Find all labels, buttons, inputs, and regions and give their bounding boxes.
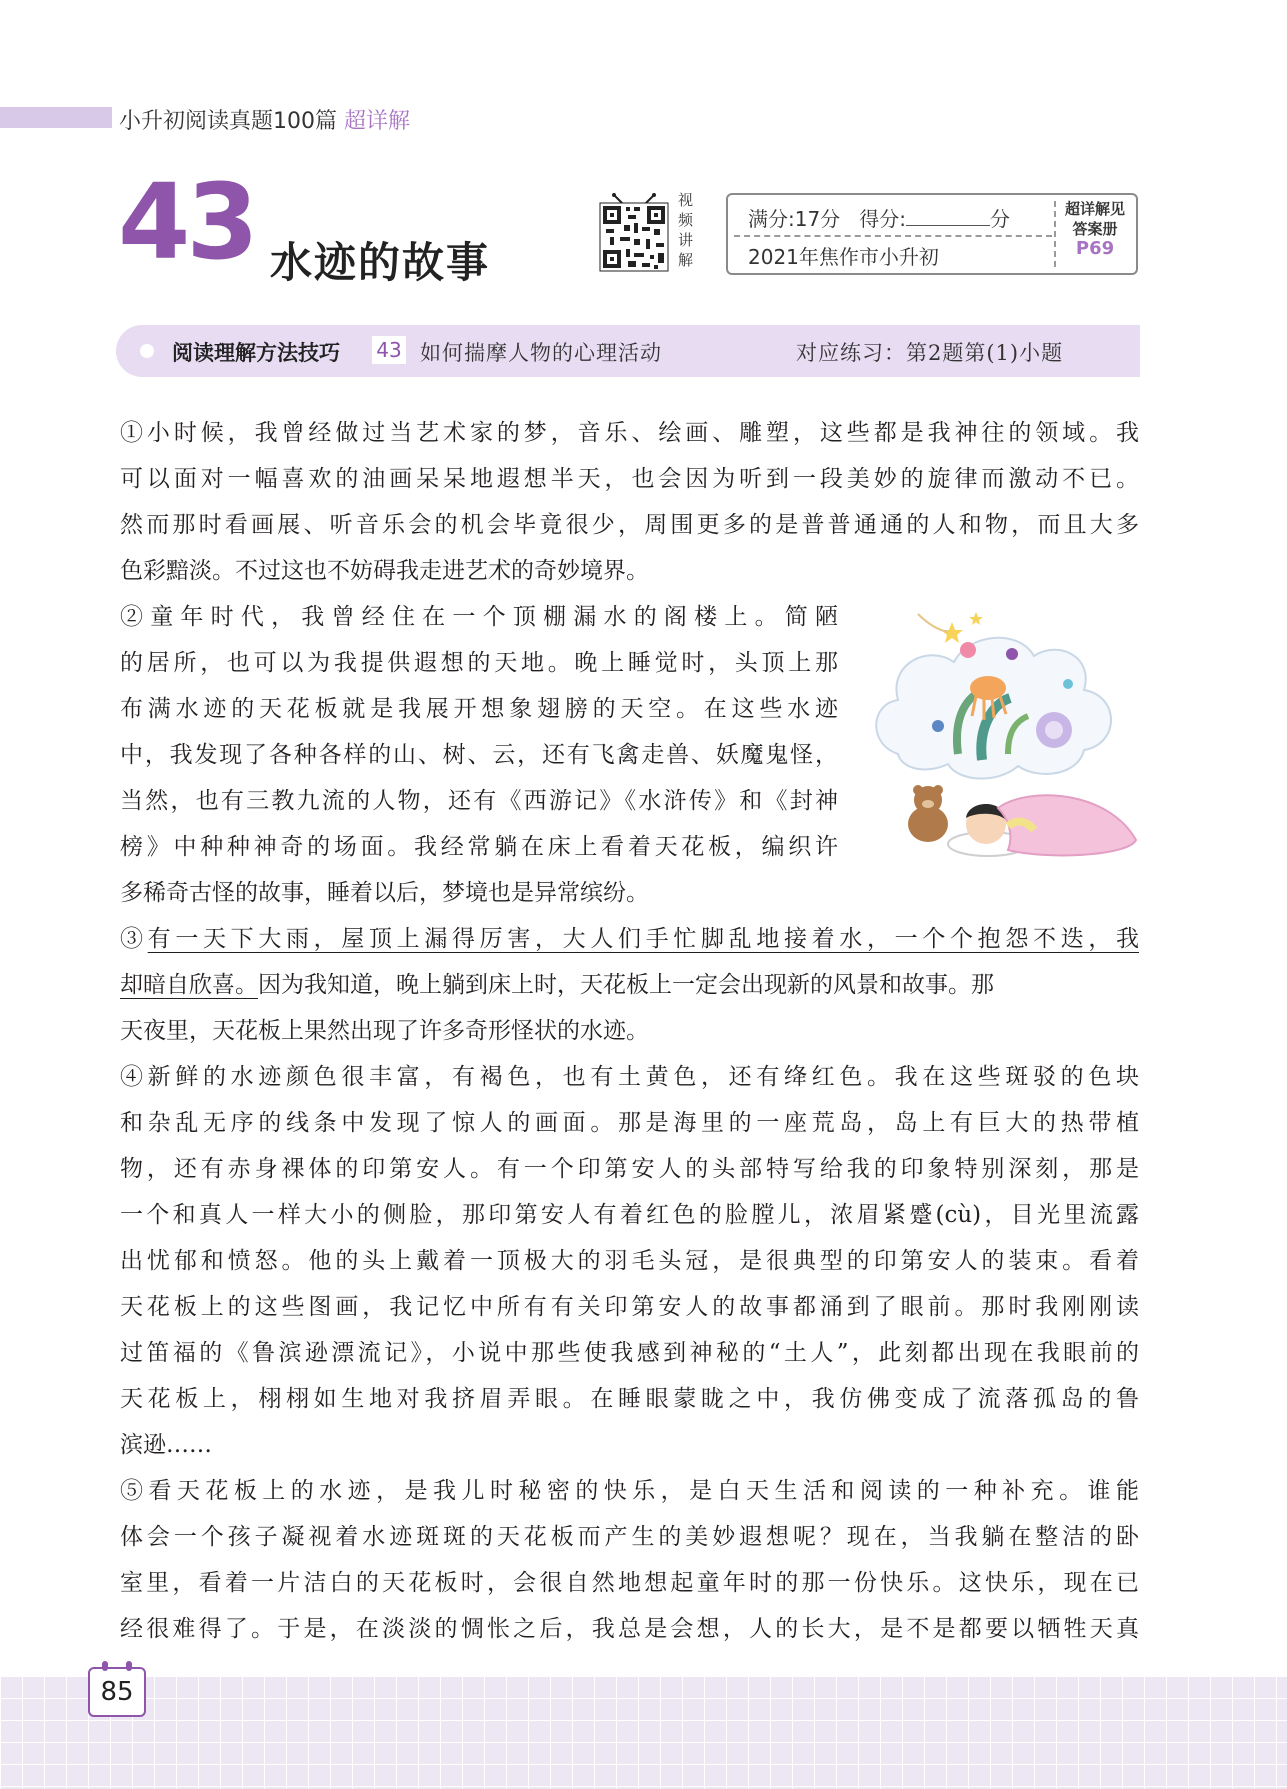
text-line: 中，我发现了各种各样的山、树、云，还有飞禽走兽、妖魔鬼怪， <box>120 742 838 768</box>
method-practice: 对应练习：第2题第(1)小题 <box>796 341 1064 365</box>
text-line: ④新鲜的水迹颜色很丰富，有褐色，也有土黄色，还有绛红色。我在这些斑驳的色块 <box>120 1064 1139 1090</box>
lesson-title: 水迹的故事 <box>270 238 491 287</box>
answer-page: P69 <box>1075 238 1115 259</box>
underlined-sentence: 有一天下大雨，屋顶上漏得厉害，大人们手忙脚乱地接着水，一个个抱怨不迭，我 <box>147 926 1140 952</box>
text-line: 物，还有赤身裸体的印第安人。有一个印第安人的头部特写给我的印象特别深刻，那是 <box>120 1156 1139 1182</box>
text-line: 天花板上的这些图画，我记忆中所有有关印第安人的故事都涌到了眼前。那时我刚刚读 <box>120 1294 1139 1320</box>
text-line: 室里，看着一片洁白的天花板时，会很自然地想起童年时的那一份快乐。这快乐，现在已 <box>120 1570 1139 1596</box>
text-line: 当然，也有三教九流的人物，还有《西游记》《水浒传》和《封神 <box>120 788 838 814</box>
text-line: 然而那时看画展、听音乐会的机会毕竟很少，周围更多的是普普通通的人和物，而且大多 <box>120 512 1139 538</box>
calendar-ring-icon <box>102 1661 108 1671</box>
score-box <box>726 193 1138 275</box>
sleeping-child-illustration <box>858 604 1142 866</box>
text-line: 一个和真人一样大小的侧脸，那印第安人有着红色的脸膛儿，浓眉紧蹙(cù)，目光里流露 <box>120 1202 1139 1228</box>
text-line: 色彩黯淡。不过这也不妨碍我走进艺术的奇妙境界。 <box>120 558 649 584</box>
calendar-ring-icon <box>126 1661 132 1671</box>
qr-code-icon[interactable] <box>598 193 670 273</box>
text-line: 多稀奇古怪的故事，睡着以后，梦境也是异常缤纷。 <box>120 880 649 906</box>
score-blank[interactable] <box>906 205 990 226</box>
series-accent: 超详解 <box>344 109 411 134</box>
text-line: 经很难得了。于是，在淡淡的惆怅之后，我总是会想，人的长大，是不是都要以牺牲天真 <box>120 1616 1139 1642</box>
text-line: 和杂乱无序的线条中发现了惊人的画面。那是海里的一座荒岛，岛上有巨大的热带植 <box>120 1110 1139 1136</box>
page-number-box <box>88 1667 146 1717</box>
text-line: ⑤看天花板上的水迹，是我儿时秘密的快乐，是白天生活和阅读的一种补充。谁能 <box>120 1478 1139 1504</box>
text-line: 却暗自欣喜。因为我知道，晚上躺到床上时，天花板上一定会出现新的风景和故事。那 <box>120 972 994 998</box>
text-line: 可以面对一幅喜欢的油画呆呆地遐想半天，也会因为听到一段美妙的旋律而激动不已。 <box>120 466 1139 492</box>
method-label: 阅读理解方法技巧 <box>172 341 340 365</box>
qr-label: 视频讲解 <box>678 191 694 269</box>
score-line: 满分:17分 得分: 分 <box>748 207 1011 231</box>
series-title: 小升初阅读真题100篇 超详解 <box>119 109 411 134</box>
answer-note: 超详解见 答案册 P69 <box>1056 199 1134 259</box>
text-line: 过笛福的《鲁滨逊漂流记》，小说中那些使我感到神秘的“土人”，此刻都出现在我眼前的 <box>120 1340 1139 1366</box>
header-accent-bar <box>0 107 112 128</box>
text-line: ③有一天下大雨，屋顶上漏得厉害，大人们手忙脚乱地接着水，一个个抱怨不迭，我 <box>120 926 1140 952</box>
text-line: 天夜里，天花板上果然出现了许多奇形怪状的水迹。 <box>120 1018 649 1044</box>
method-badge: 43 <box>372 336 406 364</box>
text-line: 天花板上，栩栩如生地对我挤眉弄眼。在睡眼蒙眬之中，我仿佛变成了流落孤岛的鲁 <box>120 1386 1139 1412</box>
text-line: 滨逊…… <box>120 1432 212 1458</box>
score-source: 2021年焦作市小升初 <box>748 245 939 269</box>
method-band <box>116 325 1140 377</box>
text-line: 布满水迹的天花板就是我展开想象翅膀的天空。在这些水迹 <box>120 696 838 722</box>
text-line: 出忧郁和愤怒。他的头上戴着一顶极大的羽毛头冠，是很典型的印第安人的装束。看着 <box>120 1248 1139 1274</box>
lesson-number: 43 <box>118 161 255 283</box>
page-number: 85 <box>100 1677 134 1707</box>
bullet-dot <box>140 344 154 358</box>
footer-grid <box>0 1676 1287 1789</box>
text-line: 的居所，也可以为我提供遐想的天地。晚上睡觉时，头顶上那 <box>120 650 838 676</box>
underlined-sentence: 却暗自欣喜。 <box>120 972 258 998</box>
text-line: ②童年时代，我曾经住在一个顶棚漏水的阁楼上。简陋 <box>120 604 838 630</box>
text-line: ①小时候，我曾经做过当艺术家的梦，音乐、绘画、雕塑，这些都是我神往的领域。我 <box>120 420 1139 446</box>
text-line: 榜》中种种神奇的场面。我经常躺在床上看着天花板，编织许 <box>120 834 838 860</box>
text-line: 体会一个孩子凝视着水迹斑斑的天花板而产生的美妙遐想呢？现在，当我躺在整洁的卧 <box>120 1524 1139 1550</box>
method-topic: 如何揣摩人物的心理活动 <box>420 341 662 365</box>
